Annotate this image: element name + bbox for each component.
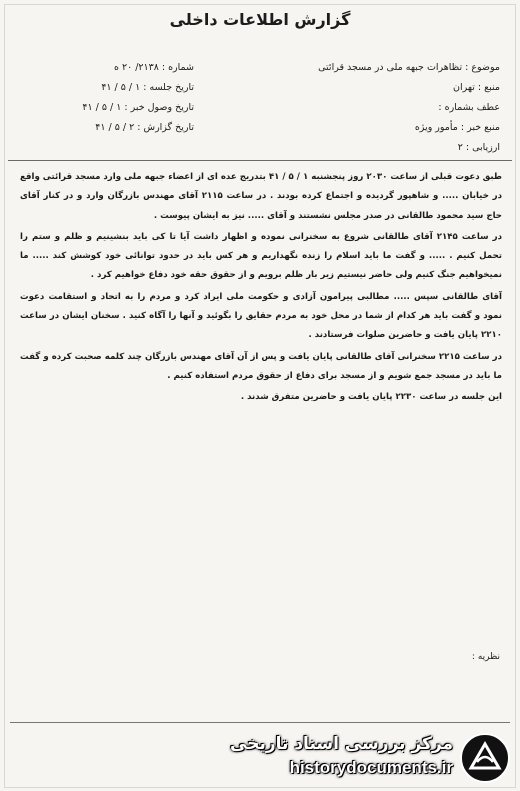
opinion-label: نظریه : [471, 652, 500, 662]
footer-divider [10, 722, 510, 723]
body-paragraph: طبق دعوت قبلی از ساعت ۲۰۳۰ روز پنجشنبه ۱ / ۵ / ۴۱ بتدریج عده ای از اعضاء جبهه ملی وارد مسجد قرائتی واقع در خیابان ..... و شاهپور گردیده و اجتماع کرده بودند . در ساعت ۲۱۱۵ آقای مهندس بازرگان وارد و در کنار آقای حاج سید محمود طالقانی در صدر مجلس نشستند و آقای ..... نیز به ایشان پیوست . [20, 172, 503, 221]
reference-line: عطف بشماره : [438, 102, 500, 113]
evaluation-line: ارزیابی : ۲ [457, 142, 500, 153]
report-date-line: تاریخ گزارش : ۲ / ۵ / ۴۱ [95, 122, 194, 133]
number-line: شماره : ۲۱۳۸/ ۲۰ ه [113, 62, 194, 73]
archive-watermark [185, 730, 515, 786]
source-line: منبع : تهران [453, 82, 500, 93]
document-title: گزارش اطلاعات داخلی [169, 10, 351, 29]
body-paragraph: این جلسه در ساعت ۲۲۳۰ پایان یافت و حاضرین متفرق شدند . [240, 392, 502, 403]
header-right-block [200, 58, 500, 158]
body-paragraph: در ساعت ۲۲۱۵ سخنرانی آقای طالقانی پایان یافت و پس از آن آقای مهندس بازرگان چند کلمه صحبت کرده و گفت ما باید در مسجد جمع شویم و از مسجد برای دفاع از حقوق مردم استفاده کنیم . [20, 351, 502, 381]
watermark-url: historydocuments.ir [289, 758, 453, 777]
subject-line: موضوع : تظاهرات جبهه ملی در مسجد قرائتی [318, 62, 500, 73]
received-date-line: تاریخ وصول خبر : ۱ / ۵ / ۴۱ [82, 102, 194, 113]
body-paragraph: در ساعت ۲۱۴۵ آقای طالقانی شروع به سخنرانی نموده و اظهار داشت آیا تا کی باید بنشینیم و ظلم و ستم را تحمل کنیم . ..... و گفت ما باید اسلام را زنده نگهداریم و هر کس باید در حدود توانائی خود کوشش کند ..... ما نمیخواهیم جنگ کنیم ولی حاضر نیستیم زیر بار ظلم برویم و از حقوق حقه خود دفاع خواهیم کرد . [20, 231, 502, 281]
archive-logo-icon [459, 732, 511, 784]
informant-line: منبع خبر : مأمور ویژه [414, 122, 500, 133]
header-left-block [14, 58, 194, 138]
header-divider [8, 160, 512, 161]
body-paragraph: آقای طالقانی سپس ..... مطالبی پیرامون آزادی و حکومت ملی ایراد کرد و مردم را به اتحاد و استقامت دعوت نمود و گفت باید هر کدام از شما در محل خود به مردم حقایق را بگوئید و آنها را آگاه کنید . سخنان ایشان در ساعت ۲۲۱۰ پایان یافت و حاضرین صلوات فرستادند . [20, 291, 502, 341]
report-body [20, 168, 502, 410]
watermark-title: مرکز بررسی اسناد تاریخی [230, 734, 453, 754]
meeting-date-line: تاریخ جلسه : ۱ / ۵ / ۴۱ [101, 82, 194, 93]
